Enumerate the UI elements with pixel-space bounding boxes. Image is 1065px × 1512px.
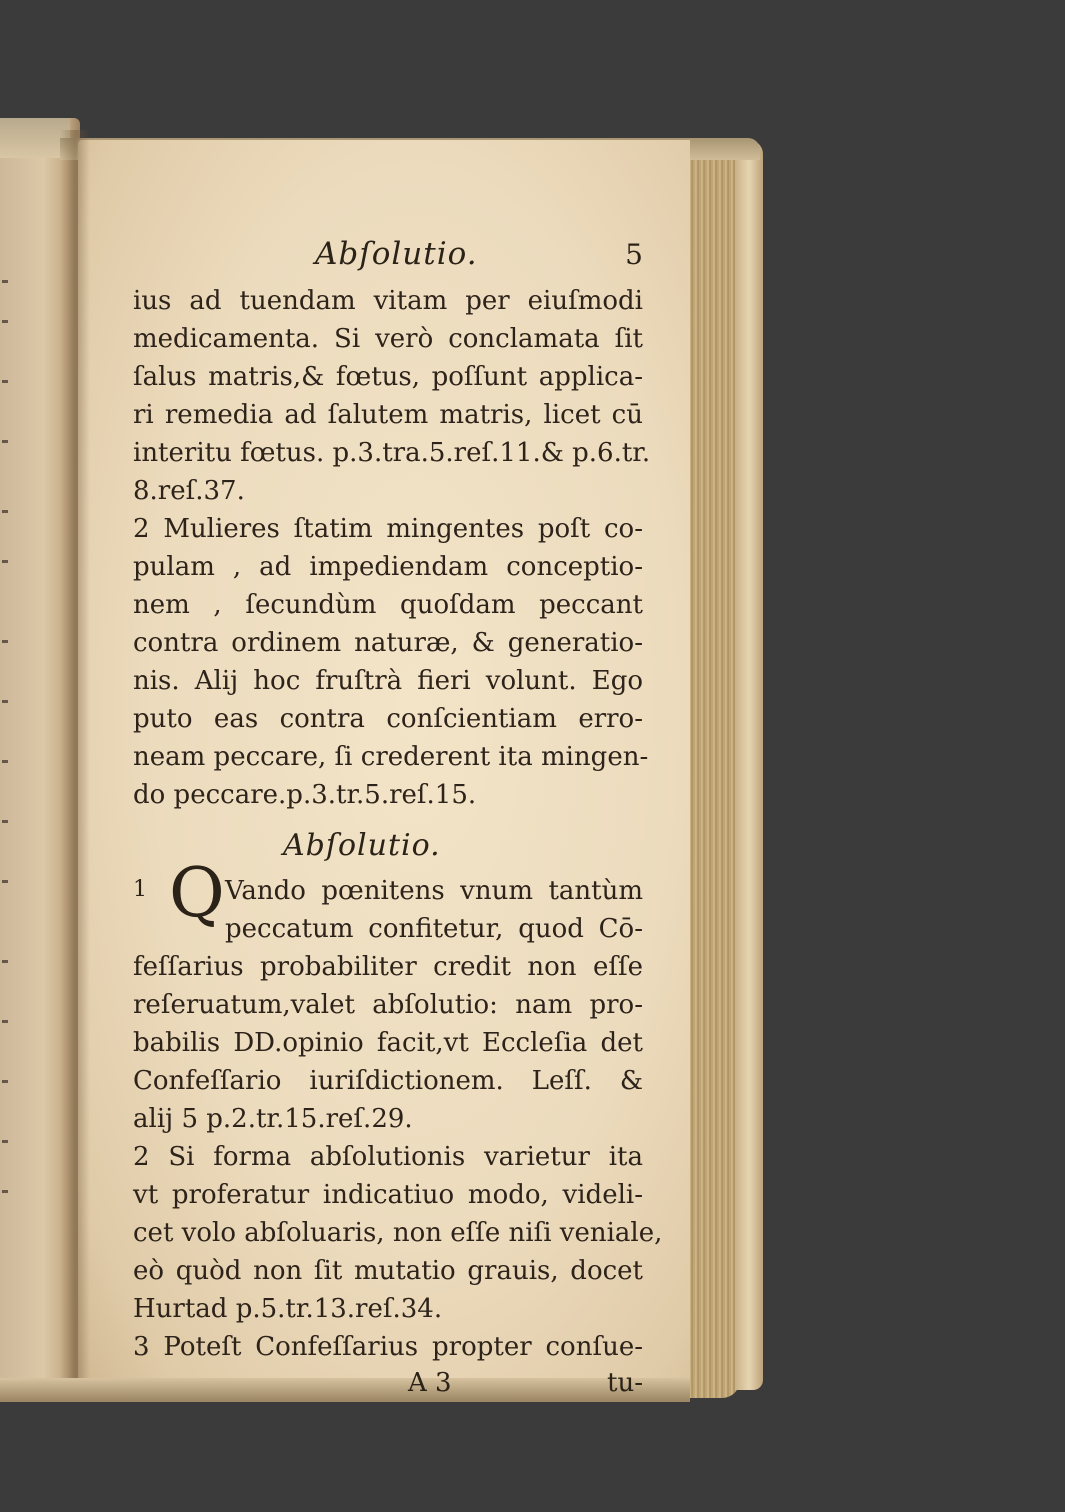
text-line: ri remedia ad ſalutem matris, licet cū [133,400,643,430]
text-line: puto eas contra conſcientiam erro- [133,704,643,734]
running-title: Abſolutio. [315,236,478,272]
text-line: 3 Poteſt Confeſſarius propter conſue- [133,1332,643,1362]
text-line: interitu fœtus. p.3.tra.5.reſ.11.& p.6.tr. [133,438,651,468]
left-page-print-show-through [0,260,14,1260]
text-line: feſſarius probabiliter credit non eſſe [133,952,643,982]
signature-line [133,1368,643,1408]
text-line: ſalus matris,& fœtus, poſſunt applica- [133,362,643,392]
text-line: reſeruatum,valet abſolutio: nam pro- [133,990,643,1020]
page-number: 5 [625,238,643,271]
spine-gutter [60,130,90,1395]
text-line: Hurtad p.5.tr.13.reſ.34. [133,1294,443,1324]
text-line: vt proferatur indicatiuo modo, videli- [133,1180,643,1210]
text-line: 2 Si forma abſolutionis varietur ita [133,1142,643,1172]
text-line: contra ordinem naturæ, & generatio- [133,628,643,658]
text-line: neam peccare, ſi crederent ita mingen- [133,742,649,772]
text-line: nem , ſecundùm quoſdam peccant [133,590,643,620]
signature-mark: A 3 [408,1368,452,1398]
text-line: peccatum confitetur, quod Cō- [225,914,643,944]
book-page-edges [682,142,740,1398]
text-line: alij 5 p.2.tr.15.reſ.29. [133,1104,413,1134]
text-line: babilis DD.opinio facit,vt Eccleſia det [133,1028,643,1058]
paragraph-number: 1 [133,877,147,902]
text-line: 2 Mulieres ſtatim mingentes poſt co- [133,514,643,544]
text-line: 8.reſ.37. [133,476,245,506]
catchword: tu- [607,1368,643,1398]
text-line: nis. Alij hoc fruſtrà fieri volunt. Ego [133,666,643,696]
text-line: pulam , ad impediendam conceptio- [133,552,643,582]
running-head [133,236,643,276]
text-line: Vando pœnitens vnum tantùm [225,876,643,906]
text-line: ius ad tuendam vitam per eiuſmodi [133,286,643,316]
text-line: do peccare.p.3.tr.5.reſ.15. [133,780,477,810]
text-line: eò quòd non ſit mutatio grauis, docet [133,1256,643,1286]
text-line: medicamenta. Si verò conclamata ſit [133,324,643,354]
text-line: Confeſſario iuriſdictionem. Leſſ. & [133,1066,643,1096]
drop-capital: Q [169,854,225,933]
text-line: cet volo abſoluaris, non eſſe niſi veniale, [133,1218,663,1248]
section-title: Abſolutio. [283,828,441,863]
book-cover-edge [735,140,763,1390]
